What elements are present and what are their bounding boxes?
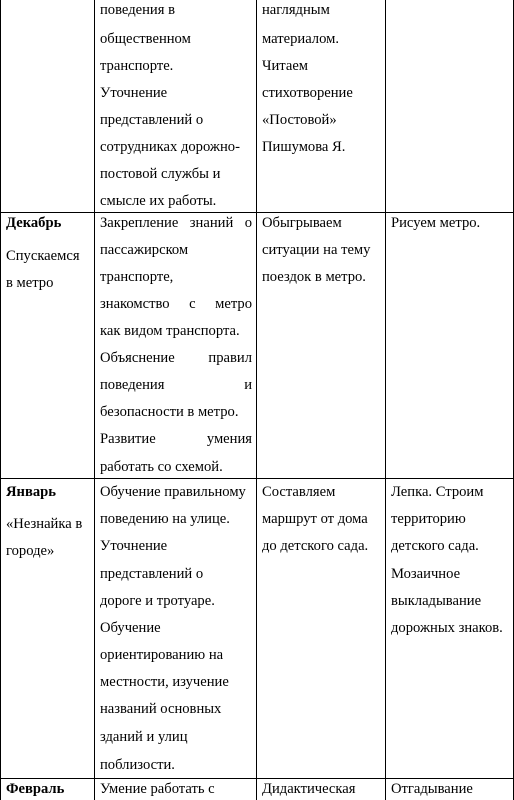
cell-line: названий основных	[100, 701, 222, 717]
cell-line: сотрудниках дорожно-	[100, 139, 240, 155]
cell-line-justified	[100, 214, 252, 232]
topic-line: Спускаемся	[6, 248, 80, 264]
cell-line: как видом транспорта.	[100, 323, 240, 339]
cell-line-justified	[100, 430, 252, 448]
cell-line: транспорте,	[100, 269, 174, 285]
cell-line: Обучение	[100, 620, 161, 636]
table-border-left	[0, 0, 1, 800]
cell-line: транспорте.	[100, 58, 174, 74]
cell-line: поездок в метро.	[262, 269, 366, 285]
cell-line: представлений о	[100, 112, 204, 128]
cell-line: Обыгрываем	[262, 215, 342, 231]
cell-line: маршрут от дома	[262, 511, 368, 527]
cell-line-justified	[100, 295, 252, 313]
cell-line: работать со схемой.	[100, 459, 223, 475]
cell-line-justified	[100, 349, 252, 367]
cell-line: общественном	[100, 31, 191, 47]
cell-line: Отгадывание	[391, 781, 473, 797]
cell-line: Уточнение	[100, 85, 168, 101]
cell-line: Пишумова Я.	[262, 139, 346, 155]
cell-line: территорию	[391, 511, 466, 527]
cell-line: Уточнение	[100, 538, 168, 554]
cell-line: наглядным	[262, 2, 330, 18]
cell-line: пассажирском	[100, 242, 189, 258]
cell-line: «Постовой»	[262, 112, 337, 128]
cell-line: Обучение правильному	[100, 484, 246, 500]
cell-line: постовой службы и	[100, 166, 221, 182]
word: и	[244, 377, 252, 393]
cell-line: представлений о	[100, 566, 204, 582]
word: Закрепление	[100, 215, 179, 231]
cell-line: до детского сада.	[262, 538, 369, 554]
cell-line: материалом.	[262, 31, 339, 47]
word: знакомство	[100, 296, 170, 312]
cell-line: поведению на улице.	[100, 511, 230, 527]
word: метро	[215, 296, 252, 312]
cell-line: Рисуем метро.	[391, 215, 481, 231]
topic-line: «Незнайка в	[6, 516, 83, 532]
table-row-divider	[0, 778, 514, 779]
cell-line: Лепка. Строим	[391, 484, 484, 500]
word: умения	[206, 431, 252, 447]
cell-line: Умение работать с	[100, 781, 215, 797]
cell-line: смысле их работы.	[100, 193, 217, 209]
cell-line: ориентированию на	[100, 647, 224, 663]
cell-line: детского сада.	[391, 538, 479, 554]
cell-line: стихотворение	[262, 85, 353, 101]
word: знаний	[189, 215, 234, 231]
cell-line: ситуации на тему	[262, 242, 371, 258]
cell-line: Дидактическая	[262, 781, 356, 797]
topic-line: в метро	[6, 275, 54, 291]
cell-line: Составляем	[262, 484, 336, 500]
table-divider	[385, 0, 386, 800]
cell-line: поведения в	[100, 2, 175, 18]
word: Объяснение	[100, 350, 175, 366]
table-row-divider	[0, 478, 514, 479]
cell-line: дорожных знаков.	[391, 620, 503, 636]
cell-line: безопасности в метро.	[100, 404, 239, 420]
word: поведения	[100, 377, 165, 393]
cell-line: Мозаичное	[391, 566, 461, 582]
word: Развитие	[100, 431, 156, 447]
word: с	[189, 296, 196, 312]
cell-line: дороге и тротуаре.	[100, 593, 215, 609]
table-row-divider	[0, 212, 514, 213]
month-label: Январь	[6, 484, 56, 500]
word: правил	[208, 350, 252, 366]
cell-line-justified	[100, 376, 252, 394]
table-divider	[256, 0, 257, 800]
cell-line: выкладывание	[391, 593, 482, 609]
month-label: Декабрь	[6, 215, 62, 231]
topic-line: городе»	[6, 543, 55, 559]
cell-line: поблизости.	[100, 757, 175, 773]
cell-line: Читаем	[262, 58, 309, 74]
word: о	[244, 215, 252, 231]
cell-line: местности, изучение	[100, 674, 229, 690]
month-label: Февраль	[6, 781, 65, 797]
cell-line: зданий и улиц	[100, 729, 188, 745]
table-divider	[94, 0, 95, 800]
